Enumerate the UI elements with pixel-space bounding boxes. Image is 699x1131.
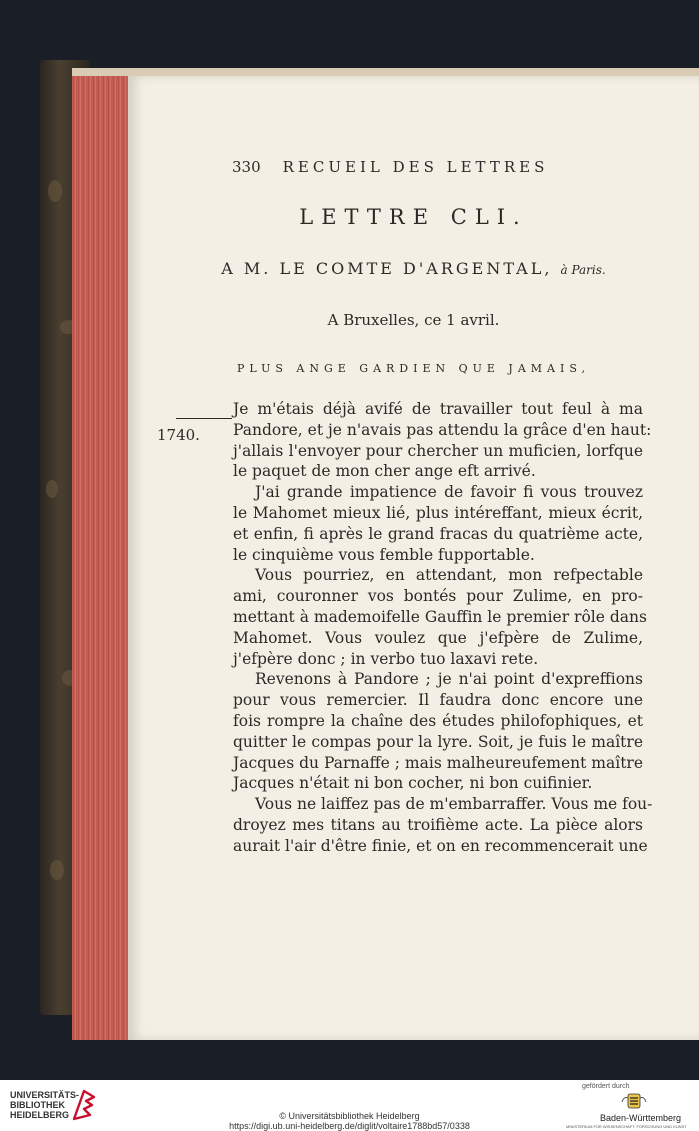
- body-line: Mahomet. Vous voulez que j'efpère de Zulime,: [233, 628, 643, 647]
- addressee-name: A M. LE COMTE D'ARGENTAL,: [221, 259, 553, 278]
- body-line: pour vous remercier. Il faudra donc encore une: [233, 691, 643, 710]
- body-line: j'efpère donc ; in verbo tuo laxavi rete.: [233, 649, 539, 668]
- body-line: quitter le compas pour la lyre. Soit, je fuis le maître: [233, 732, 643, 751]
- body-line: mettant à mademoifelle Gauffin le premier rôle dans: [233, 607, 647, 626]
- dateline: A Bruxelles, ce 1 avril.: [327, 311, 500, 329]
- library-name-line1: UNIVERSITÄTS-: [10, 1090, 80, 1100]
- body-line: Pandore, et je n'avais pas attendu la grâce d'en haut:: [233, 420, 652, 439]
- body-line: Jacques du Parnaffe ; mais malheureufement maître: [233, 753, 643, 772]
- body-line: Revenons à Pandore ; je n'ai point d'expreffions: [255, 670, 643, 689]
- body-line: le cinquième vous femble fupportable.: [233, 545, 535, 564]
- margin-rule: [176, 418, 232, 419]
- addressee-place: à Paris.: [560, 263, 606, 277]
- body-line: fois rompre la chaîne des études philofophiques, et: [233, 711, 643, 730]
- body-line: aurait l'air d'être finie, et on en recommencerait une: [233, 836, 648, 855]
- page-top-edge: [72, 68, 699, 76]
- running-header: [232, 158, 692, 176]
- body-line: J'ai grande impatience de favoir fi vous trouvez: [255, 483, 643, 502]
- coat-of-arms-icon: [620, 1092, 648, 1110]
- body-line: j'allais l'envoyer pour chercher un muficien, lorfque: [233, 441, 643, 460]
- body-line: Vous pourriez, en attendant, mon refpectable: [255, 566, 643, 585]
- funder-name[interactable]: Baden-Württemberg: [600, 1113, 682, 1123]
- addressee: [128, 259, 699, 278]
- body-line: Vous ne laiffez pas de m'embarraffer. Vous me fou-: [255, 795, 653, 814]
- body-line: le paquet de mon cher ange eft arrivé.: [233, 462, 536, 481]
- margin-year: 1740.: [157, 426, 200, 444]
- salutation: PLUS ANGE GARDIEN QUE JAMAIS,: [237, 362, 590, 375]
- page-edges: [72, 70, 130, 1040]
- body-line: ami, couronner vos bontés pour Zulime, en pro-: [233, 587, 643, 606]
- funder-ministry: MINISTERIUM FÜR WISSENSCHAFT, FORSCHUNG UND KUNST: [566, 1124, 687, 1129]
- body-line: droyez mes titans au troifième acte. La pièce alors: [233, 815, 643, 834]
- letter-body: [233, 399, 653, 857]
- letter-title: LETTRE CLI.: [299, 205, 528, 229]
- running-head-title: RECUEIL DES LETTRES: [282, 158, 549, 176]
- page-number: 330: [232, 158, 261, 176]
- body-line: le Mahomet mieux lié, plus intéreffant, mieux écrit,: [233, 503, 643, 522]
- body-line: et enfin, fi après le grand fracas du quatrième acte,: [233, 524, 643, 543]
- body-line: Je m'étais déjà avifé de travailler tout feul à ma: [233, 400, 643, 418]
- permalink-url[interactable]: https://digi.ub.uni-heidelberg.de/diglit/voltaire1788bd57/0338: [229, 1121, 470, 1131]
- library-name-line3: HEIDELBERG: [10, 1110, 70, 1120]
- body-line: Jacques n'était ni bon cocher, ni bon cuifinier.: [233, 774, 593, 793]
- funded-by-label: gefördert durch: [582, 1083, 630, 1090]
- copyright-text: © Universitätsbibliothek Heidelberg: [279, 1111, 420, 1121]
- library-name-line2: BIBLIOTHEK: [10, 1100, 65, 1110]
